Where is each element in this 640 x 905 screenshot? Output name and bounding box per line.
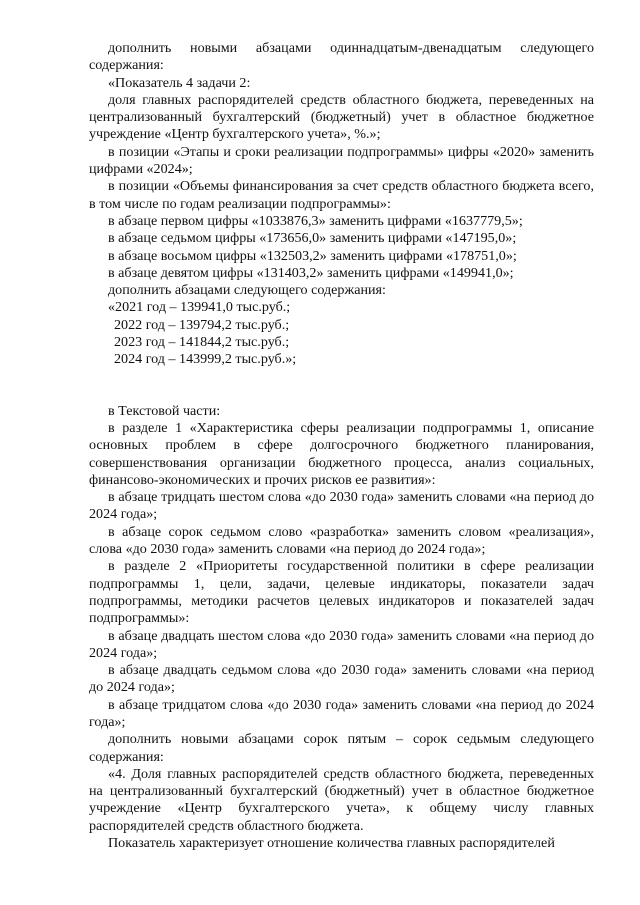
blank-line xyxy=(89,386,594,403)
paragraph: в разделе 2 «Приоритеты государственной политики в сфере реализации подпрограммы 1, цели, задачи, целевые индикаторы, показатели задач подпрограммы, методики расчетов целевых индикаторов и показателей задач подпрограммы»: xyxy=(89,558,594,627)
paragraph: дополнить абзацами следующего содержания: xyxy=(108,282,386,299)
document-page xyxy=(89,40,594,852)
paragraph: в абзаце девятом цифры «131403,2» заменить цифрами «149941,0»; xyxy=(108,264,514,281)
years-list xyxy=(89,299,594,368)
paragraph: в абзаце первом цифры «1033876,3» заменить цифрами «1637779,5»; xyxy=(108,212,523,229)
paragraph: в разделе 1 «Характеристика сферы реализации подпрограммы 1, описание основных проблем в сфере долгосрочного бюджетного планирования, совершенствования организации бюджетного процесса, анализ социальных, финансово-экономических и прочих рисков ее развития»: xyxy=(89,419,594,488)
paragraph: дополнить новыми абзацами сорок пятым – сорок седьмым следующего содержания: xyxy=(89,731,594,765)
paragraph: в абзаце седьмом цифры «173656,0» заменить цифрами «147195,0»; xyxy=(108,230,517,247)
list-item: 2022 год – 139794,2 тыс.руб.; xyxy=(114,316,290,333)
paragraph: в абзаце двадцать шестом слова «до 2030 года» заменить словами «на период до 2024 года»; xyxy=(89,627,594,661)
paragraph: в абзаце восьмом цифры «132503,2» заменить цифрами «178751,0»; xyxy=(108,247,517,264)
paragraph: в позиции «Этапы и сроки реализации подпрограммы» цифры «2020» заменить цифрами «2024»; xyxy=(89,143,594,178)
list-item: 2024 год – 143999,2 тыс.руб.»; xyxy=(114,351,297,368)
paragraph: в позиции «Объемы финансирования за счет средств областного бюджета всего, в том числе по годам реализации подпрограммы»: xyxy=(89,178,594,212)
paragraph: дополнить новыми абзацами одиннадцатым-двенадцатым следующего содержания: xyxy=(89,40,594,74)
paragraph: «4. Доля главных распорядителей средств областного бюджета, переведенных на централизованный бухгалтерский (бюджетный) учет в областное бюджетное учреждение «Центр бухгалтерского учета», к общему числу главных распорядителей средств областного бюджета. xyxy=(89,765,594,834)
paragraph: в абзаце двадцать седьмом слова «до 2030 года» заменить словами «на период до 2024 года»; xyxy=(89,662,594,696)
list-item: 2023 год – 141844,2 тыс.руб.; xyxy=(114,334,290,351)
paragraph: в абзаце сорок седьмом слово «разработка» заменить словом «реализация», слова «до 2030 года» заменить словами «на период до 2024 года»; xyxy=(89,523,594,558)
paragraph: в абзаце тридцатом слова «до 2030 года» заменить словами «на период до 2024 года»; xyxy=(89,696,594,730)
paragraph: в Текстовой части: xyxy=(108,402,221,419)
blank-line xyxy=(89,369,594,386)
list-item: «2021 год – 139941,0 тыс.руб.; xyxy=(108,299,291,316)
paragraph: «Показатель 4 задачи 2: xyxy=(108,74,251,91)
paragraph: в абзаце тридцать шестом слова «до 2030 года» заменить словами «на период до 2024 года»; xyxy=(89,489,594,523)
paragraph: Показатель характеризует отношение количества главных распорядителей xyxy=(108,835,555,852)
paragraph: доля главных распорядителей средств областного бюджета, переведенных на централизованный бухгалтерский (бюджетный) учет в областное бюджетное учреждение «Центр бухгалтерского учета», %.»; xyxy=(89,91,594,143)
